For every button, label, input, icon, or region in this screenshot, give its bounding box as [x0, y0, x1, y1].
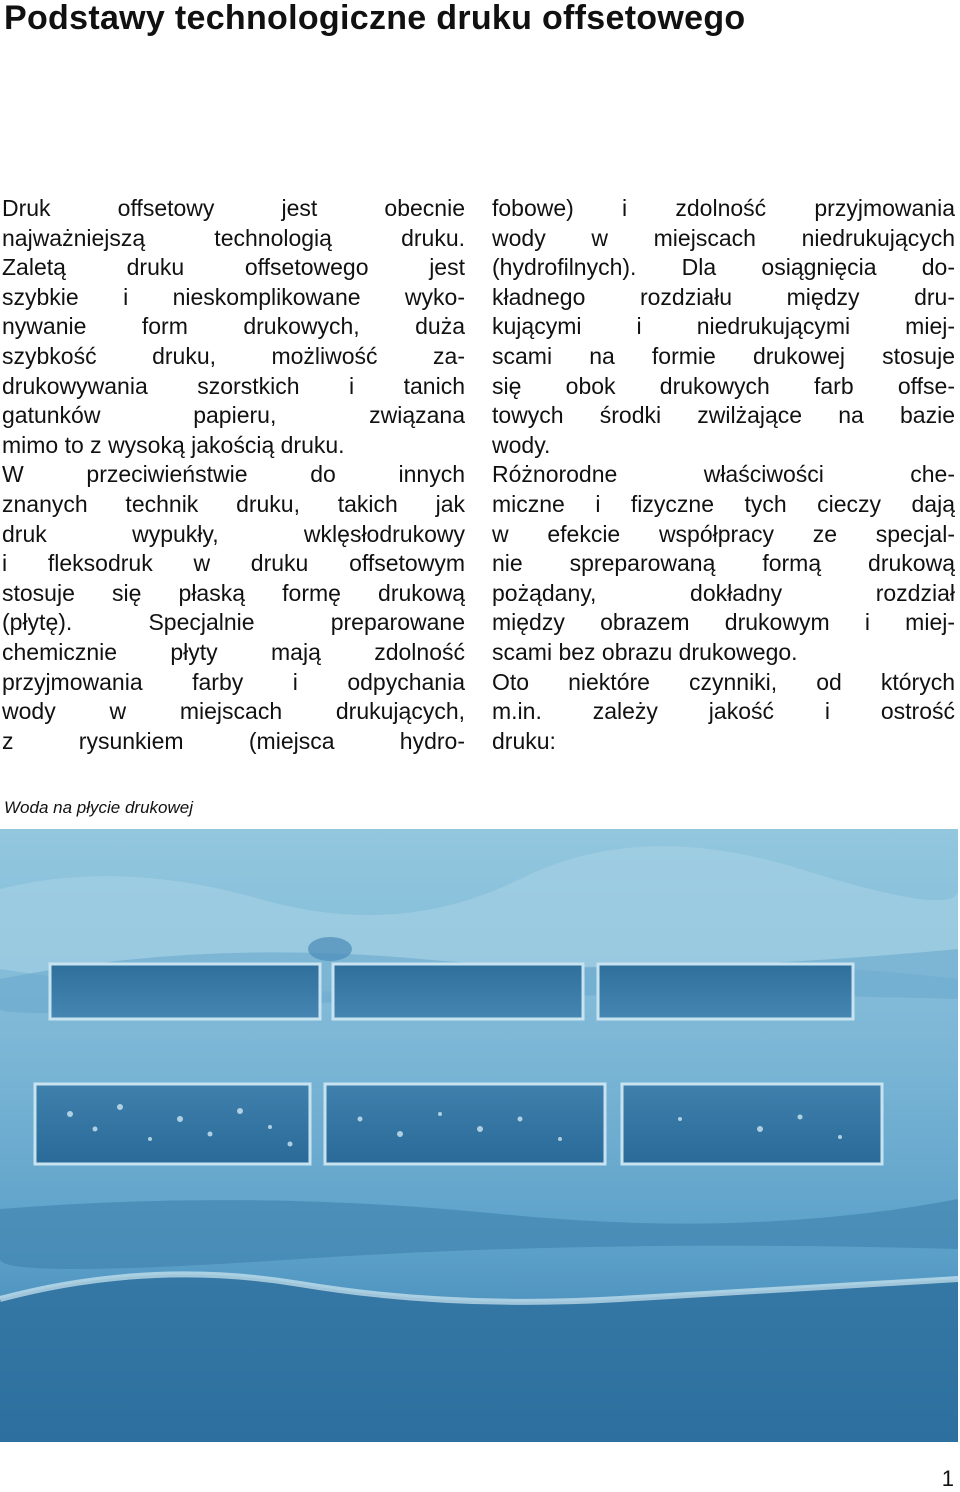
text-line: drukowywania szorstkich i tanich [2, 372, 465, 399]
text-line: się obok drukowych farb offse- [492, 372, 955, 399]
text-line: scami bez obrazu drukowego. [492, 638, 798, 665]
text-line: najważniejszą technologią druku. [2, 224, 465, 251]
text-line: pożądany, dokładny rozdział [492, 579, 955, 606]
text-line: Zaletą druku offsetowego jest [2, 254, 465, 281]
plate-panel [50, 964, 320, 1019]
text-line: Różnorodne właściwości che- [492, 461, 955, 488]
photo-spot [308, 937, 352, 961]
text-line: druku: [492, 727, 556, 754]
text-line: towych środki zwilżające na bazie [492, 402, 955, 429]
text-line: kładnego rozdziału między dru- [492, 283, 955, 310]
printing-plate-photo [0, 829, 958, 1442]
text-line: z rysunkiem (miejsca hydro- [2, 727, 465, 754]
text-line: wody w miejscach niedrukujących [492, 224, 955, 251]
plate-panel [333, 964, 583, 1019]
text-line: W przeciwieństwie do innych [2, 461, 465, 488]
text-line: kującymi i niedrukującymi miej- [492, 313, 955, 340]
page-number: 1 [941, 1466, 954, 1491]
text-line: scami na formie drukowej stosuje [492, 342, 955, 369]
page-title: Podstawy technologiczne druku offsetowego [4, 0, 746, 37]
left-text-column [2, 194, 465, 756]
text-line: druk wypukły, wklęsłodrukowy [2, 520, 465, 547]
plate-panel [35, 1084, 310, 1164]
text-line: fobowe) i zdolność przyjmowania [492, 195, 955, 221]
text-line: nywanie form drukowych, duża [2, 313, 465, 340]
figure-caption: Woda na płycie drukowej [4, 798, 193, 817]
plate-panel [622, 1084, 882, 1164]
text-line: m.in. zależy jakość i ostrość [492, 698, 955, 725]
text-line: miczne i fizyczne tych cieczy dają [492, 490, 955, 517]
text-line: między obrazem drukowym i miej- [492, 609, 955, 636]
text-line: szybkie i nieskomplikowane wyko- [2, 283, 465, 310]
text-line: nie spreparowaną formą drukową [492, 550, 955, 577]
right-text-column [492, 194, 955, 756]
text-line: Druk offsetowy jest obecnie [2, 195, 465, 221]
text-line: stosuje się płaską formę drukową [2, 579, 465, 606]
text-line: gatunków papieru, związana [2, 402, 465, 429]
text-line: Oto niektóre czynniki, od których [492, 668, 955, 695]
text-line: szybkość druku, możliwość za- [2, 342, 465, 369]
text-line: (płytę). Specjalnie preparowane [2, 609, 465, 636]
text-line: (hydrofilnych). Dla osiągnięcia do- [492, 254, 955, 281]
plate-panel [598, 964, 853, 1019]
text-line: chemicznie płyty mają zdolność [2, 638, 465, 665]
text-line: w efekcie współpracy ze specjal- [492, 520, 955, 547]
text-line: wody. [492, 431, 551, 458]
text-line: i fleksodruk w druku offsetowym [2, 550, 465, 577]
plate-panel [325, 1084, 605, 1164]
text-line: znanych technik druku, takich jak [2, 490, 465, 517]
text-line: mimo to z wysoką jakością druku. [2, 431, 345, 458]
text-line: przyjmowania farby i odpychania [2, 668, 465, 695]
text-line: wody w miejscach drukujących, [2, 698, 465, 725]
